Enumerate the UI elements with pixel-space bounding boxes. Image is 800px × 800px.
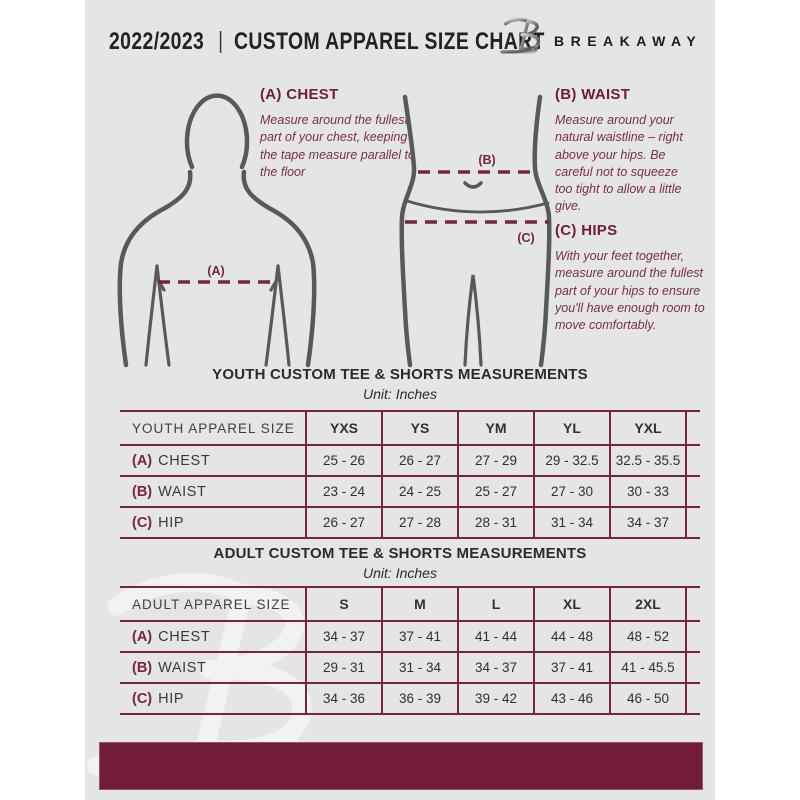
table-edge-stub [685,412,700,444]
adult-chest-2xl: 48 - 52 [609,622,685,651]
youth-size-yl: YL [533,412,609,444]
adult-header-row [120,588,700,622]
youth-hip-ym: 28 - 31 [457,508,533,537]
table-edge-stub [685,508,700,537]
adult-waist-xl: 37 - 41 [533,653,609,682]
page-title: CUSTOM APPAREL SIZE CHART [234,27,545,55]
adult-waist-m: 31 - 34 [381,653,457,682]
adult-size-table [120,586,700,715]
adult-waist-s: 29 - 31 [305,653,381,682]
table-row [120,684,700,715]
adult-waist-l: 34 - 37 [457,653,533,682]
youth-chest-yxl: 32.5 - 35.5 [609,446,685,475]
table-edge-stub [685,684,700,713]
table-row [120,508,700,539]
waist-line-label: (B) [478,153,496,167]
adult-hip-xl: 43 - 46 [533,684,609,713]
size-chart-page [85,0,715,800]
row-label: CHEST [158,452,211,469]
row-prefix: (B) [132,659,153,676]
adult-size-m: M [381,588,457,620]
youth-waist-yxl: 30 - 33 [609,477,685,506]
adult-size-xl: XL [533,588,609,620]
youth-hip-yxl: 34 - 37 [609,508,685,537]
row-prefix: (C) [132,514,153,531]
adult-table-unit: Unit: Inches [363,565,437,581]
header-divider: | [218,28,224,54]
youth-waist-ym: 25 - 27 [457,477,533,506]
youth-waist-yl: 27 - 30 [533,477,609,506]
row-prefix: (A) [132,452,153,469]
row-label: HIP [158,514,185,531]
youth-table-unit: Unit: Inches [363,386,437,402]
adult-chest-s: 34 - 37 [305,622,381,651]
youth-hip-label [120,508,305,537]
adult-chest-label [120,622,305,651]
adult-size-2xl: 2XL [609,588,685,620]
row-label: WAIST [158,483,207,500]
table-edge-stub [685,477,700,506]
adult-hip-2xl: 46 - 50 [609,684,685,713]
row-prefix: (A) [132,628,153,645]
adult-hip-s: 34 - 36 [305,684,381,713]
adult-hip-label [120,684,305,713]
youth-chest-label [120,446,305,475]
season-label: 2022/2023 [109,27,205,55]
youth-size-ys: YS [381,412,457,444]
youth-chest-yxs: 25 - 26 [305,446,381,475]
adult-waist-2xl: 41 - 45.5 [609,653,685,682]
youth-chest-ys: 26 - 27 [381,446,457,475]
adult-size-col-header: ADULT APPAREL SIZE [132,596,291,612]
row-label: CHEST [158,628,211,645]
chest-instructions: Measure around the fullest part of your chest, keeping the tape measure parallel to the floor [260,113,415,179]
breakaway-logo-icon [499,14,545,59]
adult-size-l: L [457,588,533,620]
table-edge-stub [685,622,700,651]
youth-hip-yl: 31 - 34 [533,508,609,537]
adult-chest-xl: 44 - 48 [533,622,609,651]
row-prefix: (C) [132,690,153,707]
row-label: HIP [158,690,185,707]
youth-waist-yxs: 23 - 24 [305,477,381,506]
table-row [120,477,700,508]
chest-heading: (A) CHEST [260,86,339,103]
hips-figure-detail-lines [407,183,548,365]
row-prefix: (B) [132,483,153,500]
waist-heading: (B) WAIST [555,86,631,103]
youth-header-row [120,412,700,446]
adult-chest-l: 41 - 44 [457,622,533,651]
table-row [120,653,700,684]
adult-table-title: ADULT CUSTOM TEE & SHORTS MEASUREMENTS [213,545,587,562]
chest-line-label: (A) [207,264,225,278]
adult-size-s: S [305,588,381,620]
youth-chest-ym: 27 - 29 [457,446,533,475]
youth-size-yxs: YXS [305,412,381,444]
youth-size-col-header: YOUTH APPAREL SIZE [132,420,295,436]
table-edge-stub [685,588,700,620]
footer-bar [99,742,703,790]
adult-hip-m: 36 - 39 [381,684,457,713]
hips-line-label: (C) [517,231,535,245]
youth-hip-yxs: 26 - 27 [305,508,381,537]
hips-instructions: With your feet together, measure around the fullest part of your hips to ensure you'll have enough room to move comfortably. [555,249,705,332]
youth-hip-ys: 27 - 28 [381,508,457,537]
adult-hip-l: 39 - 42 [457,684,533,713]
page-header [109,26,554,58]
youth-waist-label [120,477,305,506]
adult-chest-m: 37 - 41 [381,622,457,651]
youth-waist-ys: 24 - 25 [381,477,457,506]
table-edge-stub [685,653,700,682]
youth-table-title: YOUTH CUSTOM TEE & SHORTS MEASUREMENTS [212,366,588,383]
waist-instructions: Measure around your natural waistline – right above your hips. Be careful not to squeeze too tight to allow a little give. [555,113,683,214]
youth-size-yxl: YXL [609,412,685,444]
measurement-figures-illustration [85,70,715,370]
brand-wordmark: BREAKAWAY [554,33,703,49]
youth-chest-yl: 29 - 32.5 [533,446,609,475]
table-row [120,446,700,477]
adult-waist-label [120,653,305,682]
hips-heading: (C) HIPS [555,222,618,239]
table-edge-stub [685,446,700,475]
youth-size-ym: YM [457,412,533,444]
row-label: WAIST [158,659,207,676]
table-row [120,622,700,653]
youth-size-table [120,410,700,539]
